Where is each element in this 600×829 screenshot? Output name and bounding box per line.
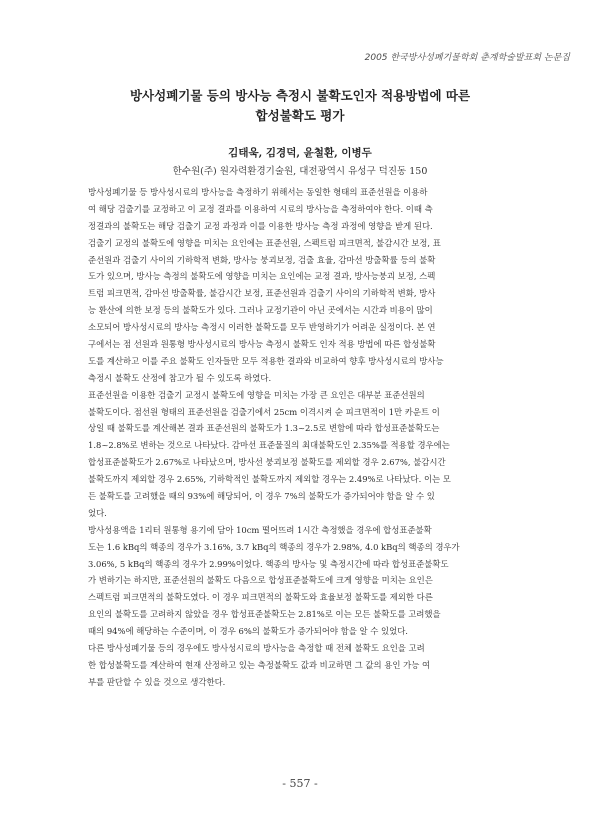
body-line: 가 변하기는 하지만, 표준선원의 불확도 다음으로 합성표준불확도에 크게 영향을 미치는 요인은 — [88, 575, 433, 586]
page-number: - 557 - — [282, 777, 318, 790]
paper-title-line-1: 방사성폐기물 등의 방사능 측정시 불확도인자 적용방법에 따른 — [129, 88, 471, 103]
body-line: 측정시 불확도 산정에 참고가 될 수 있도록 하였다. — [88, 372, 272, 383]
body-line: 방사성용액을 1리터 원통형 용기에 담아 10cm 떨어뜨려 1시간 측정했을 경우에 합성표준불확 — [88, 524, 432, 535]
body-line: 3.06%, 5 kBq의 핵종의 경우가 2.99%이었다. 핵종의 방사능 및 측정시간에 따라 합성표준불확도 — [88, 558, 449, 569]
body-line: 부를 판단할 수 있을 것으로 생각한다. — [88, 676, 226, 687]
body-line: 준선원과 검출기 사이의 기하학적 변화, 방사능 붕괴보정, 검출 효율, 감마선 방출확률 등의 불확 — [88, 254, 436, 265]
body-line: 든 불확도를 고려했을 때의 93%에 해당되어, 이 경우 7%의 불확도가 증가되어야 함을 알 수 있 — [88, 491, 435, 502]
body-line: 1.8~2.8%로 변하는 것으로 나타났다. 감마선 표준물질의 최대불확도인 2.35%를 적용할 경우에는 — [88, 440, 450, 451]
body-line: 여 해당 검출기를 교정하고 이 교정 결과를 이용하여 시료의 방사능을 측정하여야 한다. 이때 측 — [88, 203, 433, 214]
body-line: 불확도까지 제외할 경우 2.65%, 기하학적인 불확도까지 제외할 경우는 2.49%로 나타났다. 이는 모 — [88, 474, 451, 485]
body-line: 었다. — [88, 507, 107, 518]
author-list: 김태욱, 김경덕, 윤철환, 이병두 — [228, 147, 372, 159]
body-line: 표준선원을 이용한 검출기 교정시 불확도에 영향을 미치는 가장 큰 요인은 대부분 표준선원의 — [88, 389, 425, 400]
body-line: 트럼 피크면적, 감마선 방출확률, 불감시간 보정, 표준선원과 검출기 사이의 기하학적 변화, 방사 — [88, 288, 436, 299]
body-line: 구에서는 점 선원과 원통형 방사성시료의 방사능 측정시 불확도 인자 적용 방법에 따른 합성불확 — [88, 339, 436, 350]
body-line: 불확도이다. 점선원 형태의 표준선원을 검출기에서 25cm 이격시켜 순 피크면적이 1만 카운트 이 — [88, 406, 440, 417]
affiliation: 한수원(주) 원자력환경기술원, 대전광역시 유성구 덕진동 150 — [172, 166, 428, 177]
body-line: 합성표준불확도가 2.67%로 나타났으며, 방사선 붕괴보정 불확도를 제외할 경우 2.67%, 불감시간 — [88, 457, 446, 468]
body-line: 한 합성불확도를 계산하여 현재 산정하고 있는 측정불확도 값과 비교하면 그 값의 용인 가능 여 — [88, 659, 431, 670]
paper-title-line-2: 합성불확도 평가 — [255, 108, 345, 123]
conference-header: 2005 한국방사성폐기물학회 춘계학술발표회 논문집 — [364, 53, 570, 63]
body-line: 요인의 불확도를 고려하지 않았을 경우 합성표준불확도는 2.81%로 이는 모든 불확도를 고려했을 — [88, 609, 441, 620]
body-line: 때의 94%에 해당하는 수준이며, 이 경우 6%의 불확도가 증가되어야 함을 알 수 있었다. — [88, 626, 408, 637]
body-line: 스펙트럼 피크면적의 불확도였다. 이 경우 피크면적의 불확도와 효율보정 불확도를 제외한 다른 — [88, 592, 433, 603]
body-line: 도는 1.6 kBq의 핵종의 경우가 3.16%, 3.7 kBq의 핵종의 경우가 2.98%, 4.0 kBq의 핵종의 경우가 — [88, 541, 460, 552]
body-line: 검출기 교정의 불확도에 영향을 미치는 요인에는 표준선원, 스펙트럼 피크면적, 불감시간 보정, 표 — [88, 237, 441, 248]
body-line: 방사성폐기물 등 방사성시료의 방사능을 측정하기 위해서는 동일한 형태의 표준선원을 이용하 — [88, 187, 428, 197]
body-line: 소모되어 방사성시료의 방사능 측정시 이러한 불확도를 모두 반영하기가 어려운 실정이다. 본 연 — [88, 322, 436, 333]
body-line: 다른 방사성폐기물 등의 경우에도 방사성시료의 방사능을 측정할 때 전체 불확도 요인을 고려 — [88, 643, 425, 654]
body-line: 도를 계산하고 이를 주요 불확도 인자들만 모두 적용한 결과와 비교하여 향후 방사성시료의 방사능 — [88, 355, 444, 366]
body-line: 도가 있으며, 방사능 측정의 불확도에 영향을 미치는 요인에는 교정 결과, 방사능붕괴 보정, 스펙 — [88, 271, 436, 282]
body-line: 상일 때 불확도를 계산해본 결과 표준선원의 불확도가 1.3~2.5로 변함에 따라 합성표준불확도는 — [88, 423, 440, 434]
body-line: 능 환산에 의한 보정 등의 불확도가 있다. 그러나 교정기관이 아닌 곳에서는 시간과 비용이 많이 — [88, 305, 433, 316]
body-line: 정결과의 불확도는 해당 검출기 교정 과정과 이를 이용한 방사능 측정 과정에 영향을 받게 된다. — [88, 220, 433, 231]
abstract-body — [88, 184, 554, 691]
